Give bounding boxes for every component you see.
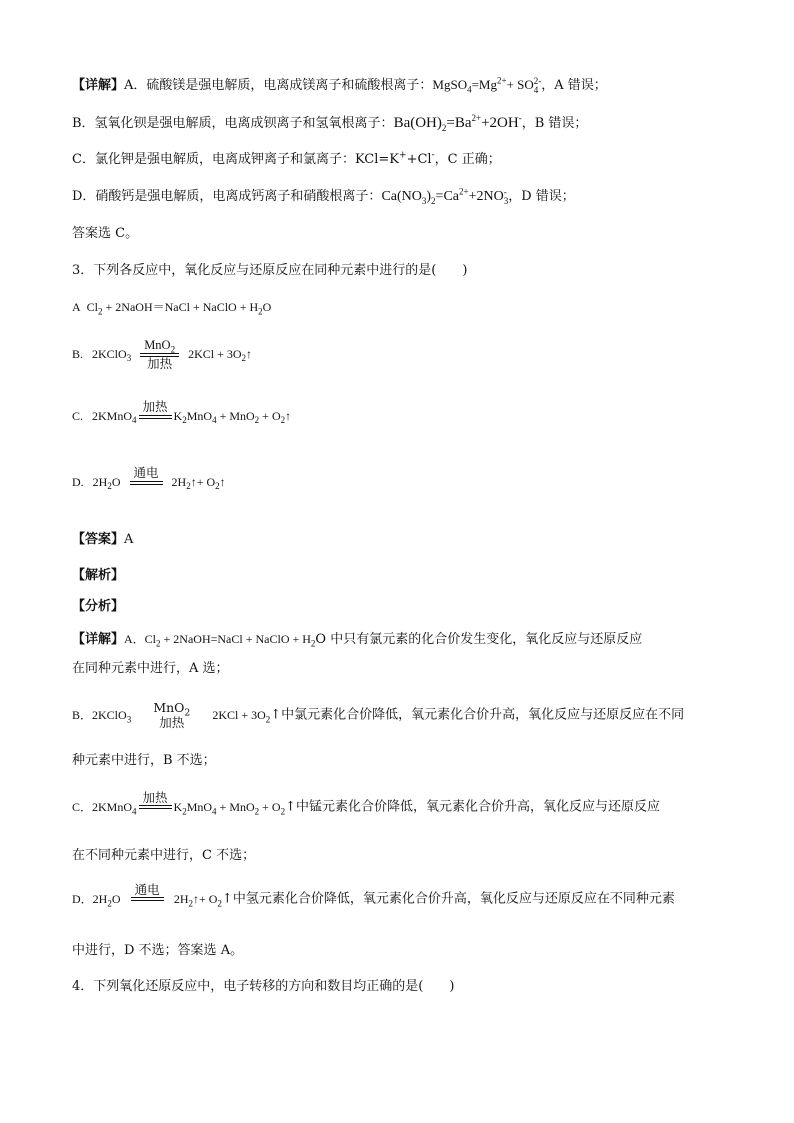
detail-2-b-line1: B．2KClO$_3$ MnO$_2$ 加热 $2KCl + 3O_2↑$中氯元素化合价降低，氧元素化合价升高，氧化反应与还原反应在不同	[72, 700, 685, 730]
detail-b-text: B．氢氧化钡是强电解质，电离成钡离子和氢氧根离子：	[72, 116, 394, 131]
condition-heat: 加热	[139, 400, 172, 434]
condition-electrolysis: 通电	[130, 466, 163, 500]
option-c: C. 2KMnO$_4$ 加热 $K_2MnO_4 + MnO_2$ + $O_2↑$	[72, 400, 291, 434]
answer-c-line: 答案选 C。	[72, 226, 139, 241]
question-3-title: 3．下列各反应中，氧化反应与还原反应在同种元素中进行的是( )	[72, 263, 468, 278]
detail-2-a-line1: 【详解】A．$Cl_2$ + 2NaOH=NaCl + NaClO + $H_2O$ 中只有氯元素的化合价发生变化，氧化反应与还原反应	[72, 632, 643, 649]
fenxi-tag: 【分析】	[72, 599, 125, 614]
equation-mgso4: $MgSO_4=Mg^{2+}+$ SO 2- 4	[432, 75, 542, 96]
detail-2-d-line1: D．$2H_2O$ 通电 $2H_2↑+$ $O_2↑$中氢元素化合价降低，氧元素化合价升高，氧化反应与还原反应在不同种元素	[72, 882, 675, 908]
detail-d-text: D．硝酸钙是强电解质，电离成钙离子和硝酸根离子：	[72, 189, 382, 205]
option-b: B. 2KClO$_3$ MnO$_2$ 加热 $2KCl + 3O_2↑$	[72, 338, 253, 371]
answer-tag: 【答案】	[72, 532, 125, 547]
detail-2-a-line2: 在同种元素中进行，A 选；	[72, 661, 229, 676]
equation-baoh2: $Ba(OH)_2=Ba^{2+}+2OH^-$	[393, 113, 522, 133]
condition-mno2-heat: MnO$_2$ 加热	[140, 338, 179, 372]
detail-paragraph-b: B．氢氧化钡是强电解质，电离成钡离子和氢氧根离子：$Ba(OH)_2=Ba^{2+}+2OH^-$，B 错误；	[72, 113, 588, 133]
detail-2-d-line2: 中进行，D 不选；答案选 A。	[72, 943, 244, 958]
answer-value: A	[124, 532, 134, 547]
detail-c-text: C．氯化钾是强电解质，电离成钾离子和氯离子：KCl=K	[72, 152, 400, 167]
detail-2-c-line2: 在不同种元素中进行，C 不选；	[72, 848, 256, 863]
question-4-title: 4．下列氧化还原反应中，电子转移的方向和数目均正确的是( )	[72, 979, 455, 994]
detail-a-text: A．硫酸镁是强电解质，电离成镁离子和硫酸根离子：	[124, 78, 433, 93]
detail-2-b-line2: 种元素中进行，B 不选；	[72, 753, 216, 768]
detail-tag: 【详解】	[72, 78, 125, 93]
equation-cano3: $Ca(NO_3)_2=Ca^{2+}+2NO$ - 3	[381, 186, 509, 207]
detail-2-c-line1: C．2KMnO$_4$ 加热 $K_2MnO_4 + MnO_2$ + $O_2↑$中锰元素化合价降低，氧元素化合价升高，氧化反应与还原反应	[72, 790, 660, 816]
answer-line	[72, 531, 133, 549]
detail-paragraph-d: D．硝酸钙是强电解质，电离成钙离子和硝酸根离子：$Ca(NO_3)_2=Ca^{2+}+2NO$ - 3 ，D 错误；	[72, 186, 575, 207]
option-a: A $Cl_2$ + 2NaOH＝NaCl + NaClO + $H_2O$	[72, 300, 272, 317]
detail-paragraph-a: 【详解】A．硫酸镁是强电解质，电离成镁离子和硫酸根离子：$MgSO_4=Mg^{2+}+$ SO 2- 4 ，A 错误；	[72, 75, 607, 96]
analysis-tag: 【解析】	[72, 568, 125, 583]
option-d: D. $2H_2O$ 通电 $2H_2↑+$ $O_2↑$	[72, 466, 226, 500]
detail-paragraph-c: C．氯化钾是强电解质，电离成钾离子和氯离子：KCl=K++Cl-，C 正确；	[72, 150, 501, 167]
